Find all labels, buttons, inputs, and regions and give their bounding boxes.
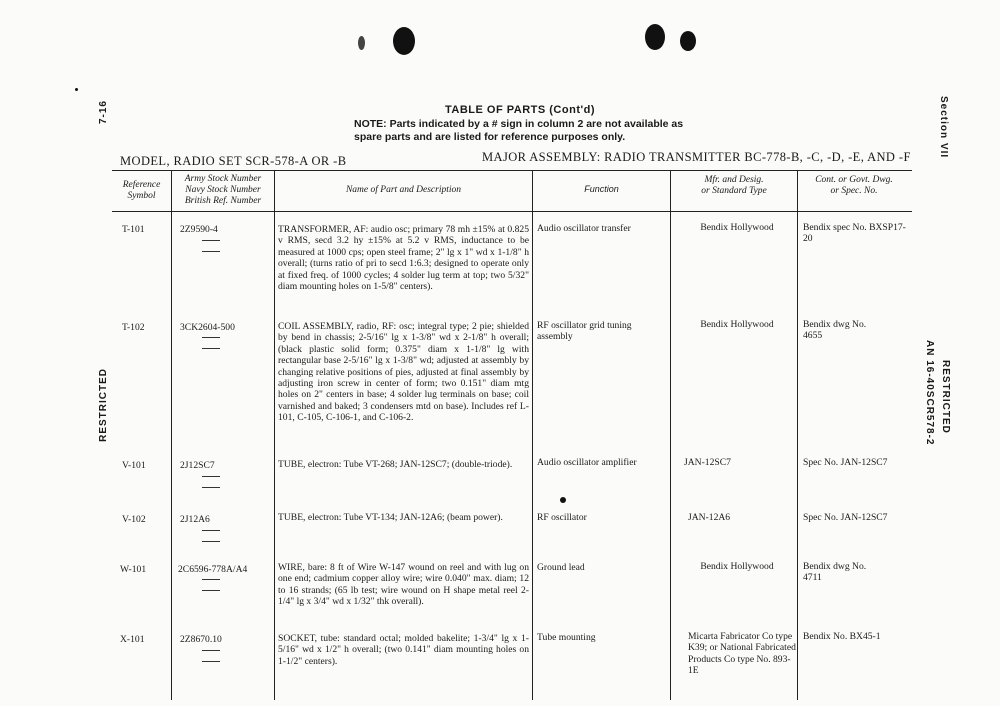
row-description: COIL ASSEMBLY, radio, RF: osc; integral type; 2 pie; shielded by bend in chassis; 2-5/16" lg x 1-3/8" wd x 2-1/8" h overall; (black plastic solid form; 0.375" diam x 1-1/8" lg with rectangular base 2-5/16" lg x 1-3/8" wd; adjusted at assembly by changing relative positions of pies, adjusted at final assembly by adjusting iron screw in center of form; two 0.151" diam mtg holes on 2" centers in base; 4 solder lug terminals on base; coil varnished and baked; 3 condensers mtd on base). Includes ref L-101, C-105, C-106-1, and C-106-2. — [278, 321, 529, 424]
ink-blot — [560, 497, 566, 503]
row-mfr: Micarta Fabricator Co type K39; or National Fabricated Products Co type No. 893-1E — [688, 631, 796, 677]
row-mfr: JAN-12A6 — [688, 512, 731, 523]
row-function: Audio oscillator transfer — [537, 223, 631, 234]
row-mfr: JAN-12SC7 — [684, 457, 731, 468]
column-divider — [171, 170, 172, 700]
model-line: MODEL, RADIO SET SCR-578-A OR -B — [120, 154, 347, 168]
row-cont: Bendix spec No. BXSP17-20 — [803, 222, 906, 245]
assembly-line: MAJOR ASSEMBLY: RADIO TRANSMITTER BC-778-B, -C, -D, -E, AND -F — [482, 150, 911, 164]
document-number: AN 16-40SCR578-2 — [924, 340, 935, 446]
restricted-right: RESTRICTED — [940, 360, 951, 434]
row-cont: Bendix No. BX45-1 — [803, 631, 881, 642]
ink-blot — [358, 36, 365, 50]
stock-dash — [202, 650, 220, 651]
header-reference — [112, 180, 171, 202]
row-cont: Bendix dwg No. 4711 — [803, 561, 867, 584]
header-function: Function — [584, 184, 619, 194]
header-stock-3: British Ref. Number — [184, 196, 262, 206]
stock-dash — [202, 661, 220, 662]
row-description: TUBE, electron: Tube VT-268; JAN-12SC7; (double-triode). — [278, 459, 513, 470]
row-stock: 2Z8670.10 — [180, 634, 222, 645]
row-mfr: Bendix Hollywood — [700, 561, 774, 572]
row-ref: V-101 — [122, 460, 146, 471]
table-header-rule — [112, 211, 912, 212]
row-function: Tube mounting — [537, 632, 596, 643]
stock-dash — [202, 476, 220, 477]
row-function: RF oscillator grid tuning assembly — [537, 320, 632, 343]
row-stock: 3CK2604-500 — [180, 322, 235, 333]
header-mfr — [671, 175, 797, 197]
stock-dash — [202, 579, 220, 580]
header-mfr-2: or Standard Type — [701, 186, 767, 196]
column-divider — [670, 170, 671, 700]
stock-dash — [202, 348, 220, 349]
stock-dash — [202, 337, 220, 338]
stock-dash — [202, 541, 220, 542]
column-divider — [797, 170, 798, 700]
header-reference-2: Symbol — [127, 191, 156, 201]
page-number: 7-16 — [98, 100, 109, 125]
stock-dash — [202, 251, 220, 252]
row-cont: Bendix dwg No. 4655 — [803, 319, 867, 342]
row-function: Ground lead — [537, 562, 585, 573]
stock-dash — [202, 487, 220, 488]
row-description: WIRE, bare: 8 ft of Wire W-147 wound on reel and with lug on one end; cadmium copper alloy wire; wire 0.040" max. diam; 12 to 16 strands; (65 lb test; wire wound on H shape metal reel 2-1/4" lg x 3/4" wd x 1/32" thk overall). — [278, 562, 529, 608]
stock-dash — [202, 530, 220, 531]
row-ref: X-101 — [120, 634, 145, 645]
header-reference-1: Reference — [122, 180, 161, 190]
header-cont-1: Cont. or Govt. Dwg. — [815, 175, 893, 185]
header-mfr-1: Mfr. and Desig. — [704, 175, 764, 185]
row-function: RF oscillator — [537, 512, 587, 523]
ink-dot — [75, 88, 78, 91]
row-description: TUBE, electron: Tube VT-134; JAN-12A6; (beam power). — [278, 512, 503, 523]
note-text: NOTE: Parts indicated by a # sign in column 2 are not available as spare parts and are listed for reference purposes only. — [354, 117, 684, 143]
row-ref: W-101 — [120, 564, 147, 575]
header-stock — [172, 174, 274, 207]
stock-dash — [202, 240, 220, 241]
row-ref: T-102 — [122, 322, 145, 333]
row-stock: 2J12A6 — [180, 514, 210, 525]
row-cont: Spec No. JAN-12SC7 — [803, 512, 888, 523]
header-cont — [798, 175, 910, 197]
row-stock: 2J12SC7 — [180, 460, 215, 471]
header-stock-2: Navy Stock Number — [185, 185, 261, 195]
section-label: Section VII — [938, 96, 949, 159]
column-divider — [274, 170, 275, 700]
row-function: Audio oscillator amplifier — [537, 457, 637, 468]
row-ref: T-101 — [122, 224, 145, 235]
table-top-rule — [112, 170, 912, 171]
ink-blot — [393, 27, 415, 55]
row-ref: V-102 — [122, 514, 146, 525]
row-mfr: Bendix Hollywood — [700, 319, 774, 330]
row-description: TRANSFORMER, AF: audio osc; primary 78 mh ±15% at 0.825 v RMS, secd 3.2 hy ±15% at 5.2 v RMS, inductance to be measured at 1000 cps; open steel frame; 2" lg x 1" wd x 1-1/8" h overall; (turns ratio of pri to secd 1:6.3; designed to operate only at fixed freq. of 1000 cycles; 4 solder lug term at top; two 5/32" diam mounting holes on 1-5/8" centers). — [278, 224, 529, 293]
row-stock: 2Z9590-4 — [180, 224, 218, 235]
stock-dash — [202, 590, 220, 591]
row-cont: Spec No. JAN-12SC7 — [803, 457, 888, 468]
title-block — [330, 104, 710, 145]
header-cont-2: or Spec. No. — [830, 186, 878, 196]
row-stock: 2C6596-778A/A4 — [178, 564, 248, 575]
row-description: SOCKET, tube: standard octal; molded bakelite; 1-3/4" lg x 1-5/16" wd x 1/2" h overall; (two 0.141" diam mounting holes on 1-1/2" centers). — [278, 633, 529, 667]
row-mfr: Bendix Hollywood — [700, 222, 774, 233]
ink-blot — [680, 31, 696, 51]
header-name: Name of Part and Description — [345, 185, 462, 195]
header-stock-1: Army Stock Number — [184, 174, 262, 184]
column-divider — [532, 170, 533, 700]
table-title: TABLE OF PARTS (Cont'd) — [445, 104, 595, 116]
ink-blot — [645, 24, 665, 50]
restricted-left: RESTRICTED — [98, 368, 109, 442]
